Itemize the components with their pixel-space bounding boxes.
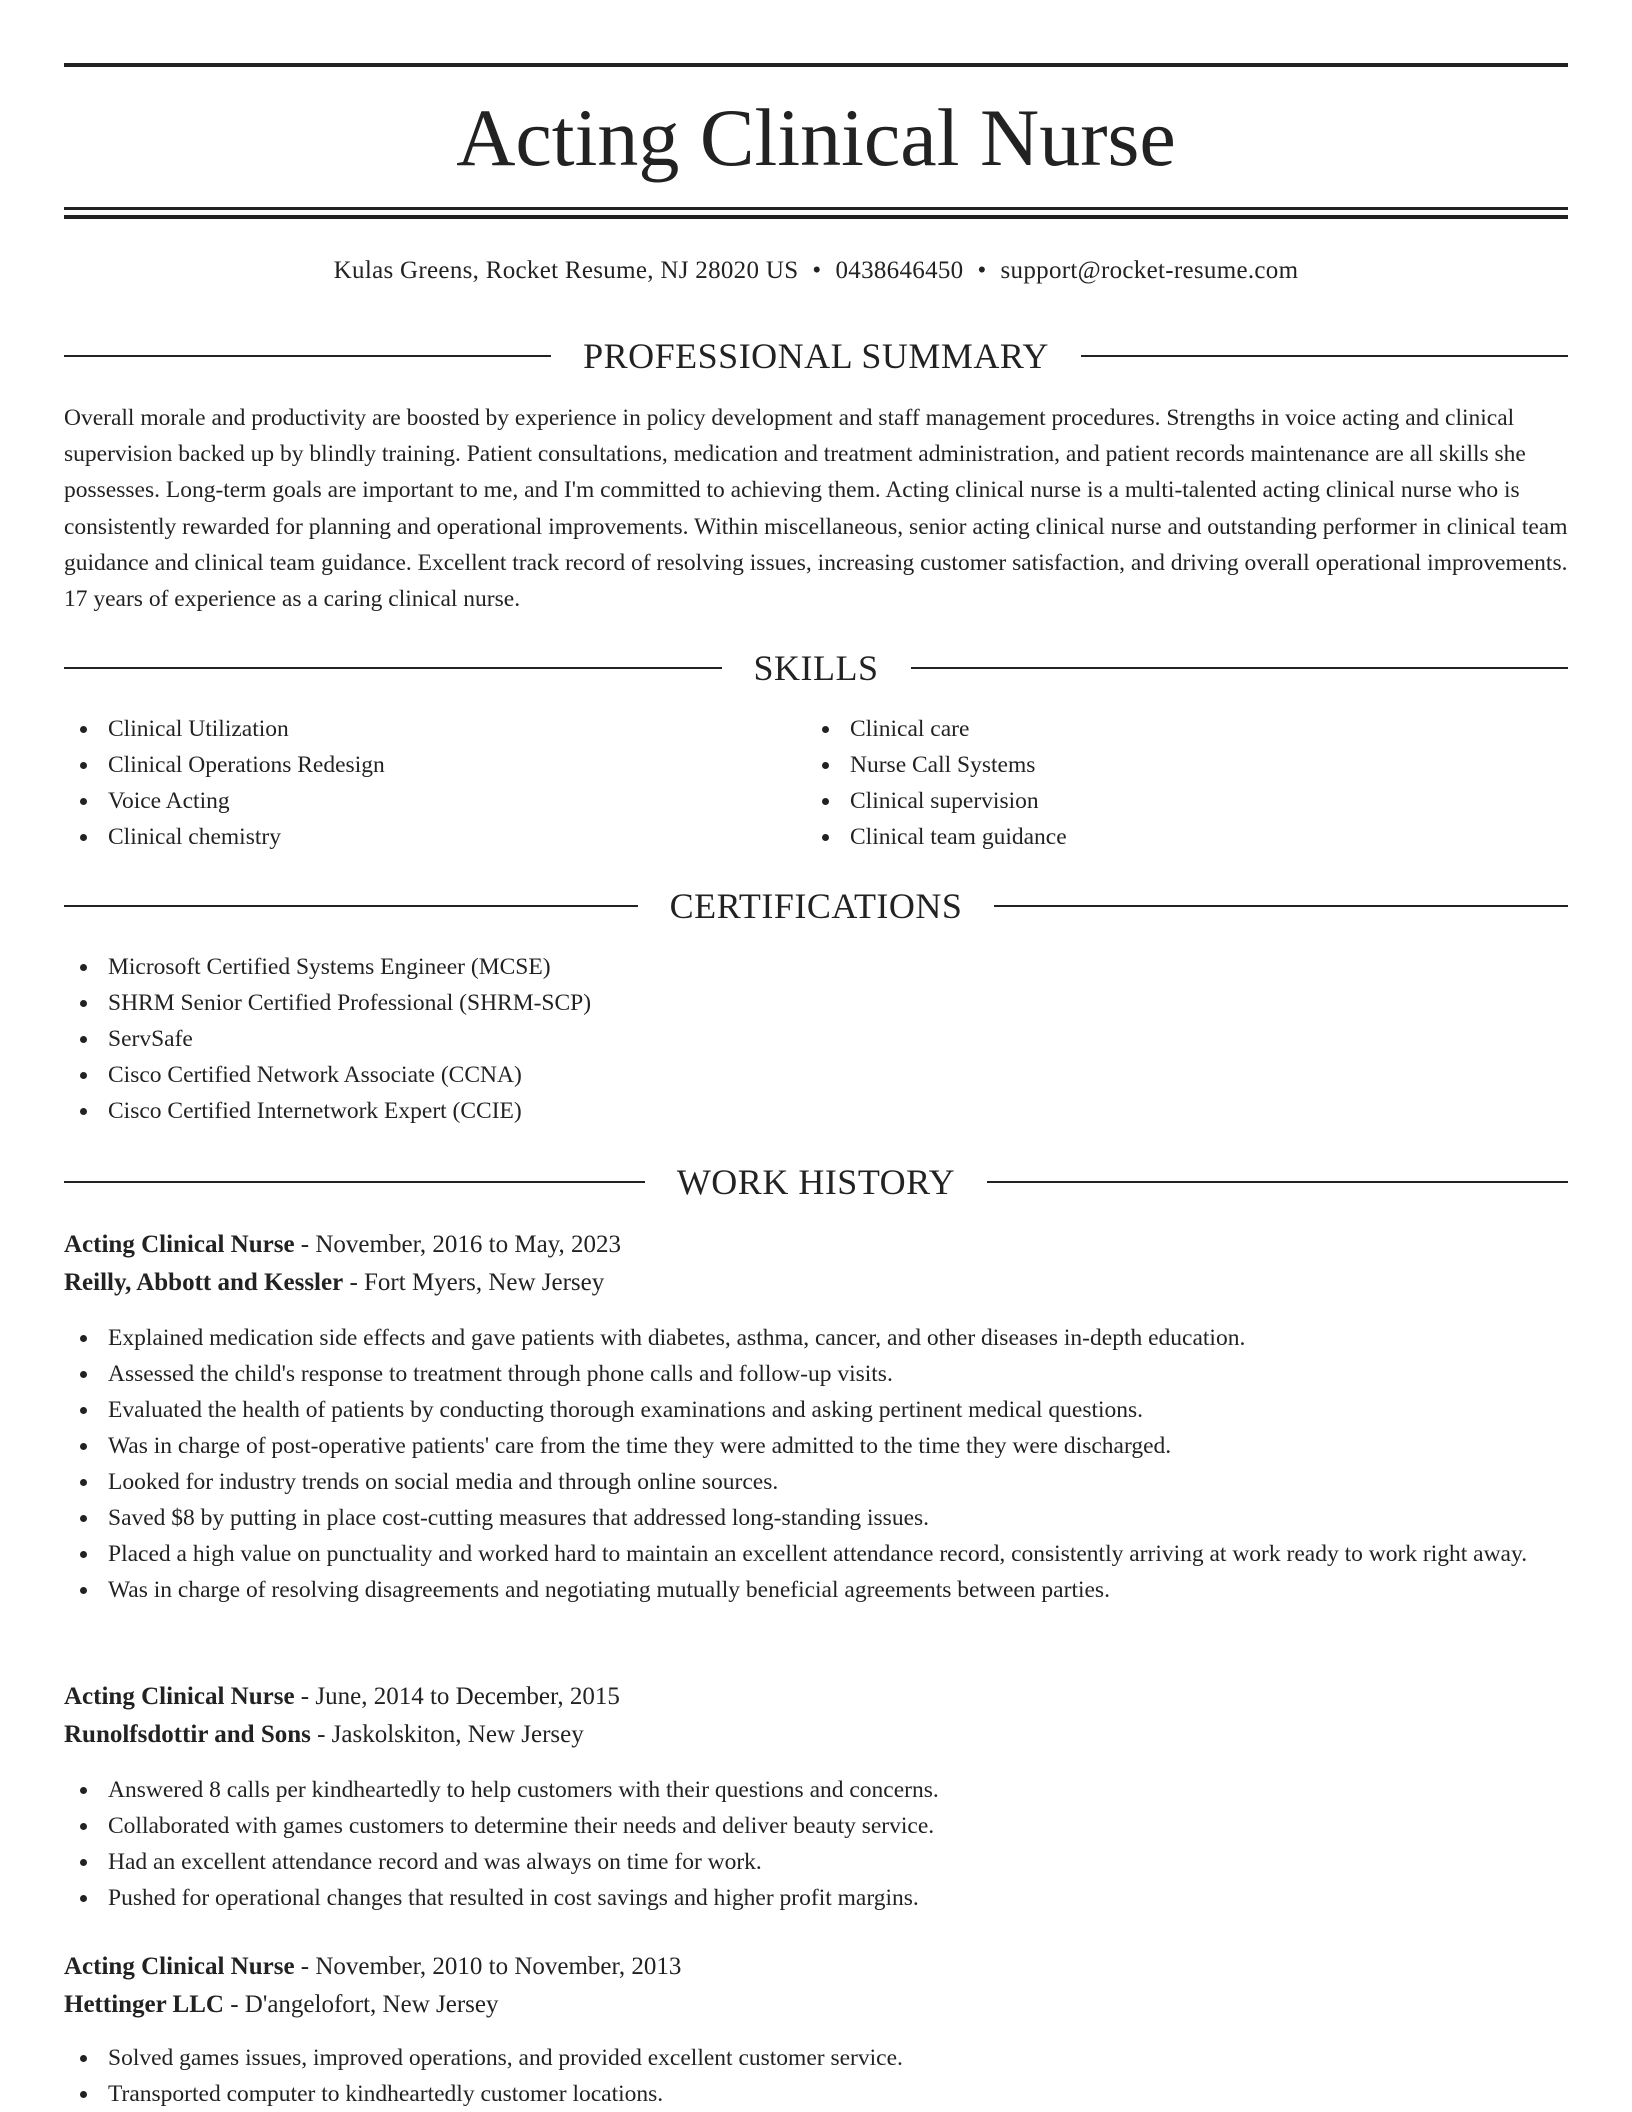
certification-item: SHRM Senior Certified Professional (SHRM-SCP) xyxy=(64,985,1568,1021)
job-company: Reilly, Abbott and Kessler xyxy=(64,1269,344,1296)
heading-rule-right xyxy=(1081,355,1568,357)
heading-rule-left xyxy=(64,1181,645,1183)
heading-rule-right xyxy=(911,667,1569,669)
heading-rule-right xyxy=(994,905,1568,907)
contact-separator: • xyxy=(977,257,987,284)
job-title: Acting Clinical Nurse xyxy=(64,1953,295,1980)
job-bullet: Explained medication side effects and gave patients with diabetes, asthma, cancer, and other diseases in-depth education. xyxy=(64,1320,1568,1356)
job-company-line xyxy=(64,1716,1568,1754)
job-location: - Fort Myers, New Jersey xyxy=(343,1269,605,1296)
contact-phone: 0438646450 xyxy=(835,257,964,284)
job-company: Runolfsdottir and Sons xyxy=(64,1721,311,1748)
job-company-line xyxy=(64,1264,1568,1302)
contact-address: Kulas Greens, Rocket Resume, NJ 28020 US xyxy=(333,257,799,284)
job-bullet: Placed a high value on punctuality and worked hard to maintain an excellent attendance record, consistently arriving at work ready to work right away. xyxy=(64,1536,1568,1572)
skills-list-left xyxy=(64,711,804,855)
job-dates: - November, 2010 to November, 2013 xyxy=(294,1953,682,1980)
job-company: Hettinger LLC xyxy=(64,1991,224,2018)
job-title: Acting Clinical Nurse xyxy=(64,1683,295,1710)
certification-item: ServSafe xyxy=(64,1021,1568,1057)
job-bullet: Collaborated with games customers to determine their needs and deliver beauty service. xyxy=(64,1808,1568,1844)
job-title-line xyxy=(64,1226,1568,1264)
job-bullet: Answered 8 calls per kindheartedly to help customers with their questions and concerns. xyxy=(64,1772,1568,1808)
summary-section-heading xyxy=(64,334,1568,378)
job-bullet: Saved $8 by putting in place cost-cutting measures that addressed long-standing issues. xyxy=(64,1500,1568,1536)
job-dates: - June, 2014 to December, 2015 xyxy=(294,1683,620,1710)
job-bullet: Looked for industry trends on social media and through online sources. xyxy=(64,1464,1568,1500)
heading-rule-right xyxy=(987,1181,1568,1183)
heading-rule-left xyxy=(64,355,551,357)
skills-heading-title: SKILLS xyxy=(753,648,879,688)
job-bullet: Was in charge of post-operative patients' care from the time they were admitted to the time they were discharged. xyxy=(64,1428,1568,1464)
header-top-rule xyxy=(64,63,1568,67)
job-bullets xyxy=(64,1772,1568,1916)
certifications-list xyxy=(64,949,1568,1129)
certification-item: Microsoft Certified Systems Engineer (MCSE) xyxy=(64,949,1568,985)
skills-section-heading xyxy=(64,646,1568,690)
job-company-line xyxy=(64,1986,1568,2024)
job-title: Acting Clinical Nurse xyxy=(64,1231,295,1258)
job-location: - Jaskolskiton, New Jersey xyxy=(310,1721,584,1748)
skill-item: Clinical care xyxy=(806,711,1566,747)
certifications-heading-title: CERTIFICATIONS xyxy=(669,886,963,926)
resume-title: Acting Clinical Nurse xyxy=(456,92,1176,183)
heading-rule-left xyxy=(64,667,722,669)
job-bullet: Solved games issues, improved operations, and provided excellent customer service. xyxy=(64,2040,1568,2076)
job-location: - D'angelofort, New Jersey xyxy=(223,1991,499,2018)
skill-item: Voice Acting xyxy=(64,783,804,819)
skill-item: Clinical team guidance xyxy=(806,819,1566,855)
header-bottom-rule-second xyxy=(64,215,1568,219)
certification-item: Cisco Certified Internetwork Expert (CCIE) xyxy=(64,1093,1568,1129)
job-bullet: Had an excellent attendance record and was always on time for work. xyxy=(64,1844,1568,1880)
job-title-line xyxy=(64,1948,1568,1986)
work-history-heading-title: WORK HISTORY xyxy=(676,1162,956,1202)
job-bullet: Assessed the child's response to treatment through phone calls and follow-up visits. xyxy=(64,1356,1568,1392)
job-bullets xyxy=(64,1320,1568,1608)
header-bottom-rule xyxy=(64,207,1568,210)
job-bullets xyxy=(64,2040,1568,2112)
job-bullet: Was in charge of resolving disagreements and negotiating mutually beneficial agreements between parties. xyxy=(64,1572,1568,1608)
skill-item: Clinical Utilization xyxy=(64,711,804,747)
heading-rule-left xyxy=(64,905,638,907)
job-title-line xyxy=(64,1678,1568,1716)
skill-item: Clinical chemistry xyxy=(64,819,804,855)
job-bullet: Evaluated the health of patients by conducting thorough examinations and asking pertinent medical questions. xyxy=(64,1392,1568,1428)
certification-item: Cisco Certified Network Associate (CCNA) xyxy=(64,1057,1568,1093)
contact-separator: • xyxy=(812,257,822,284)
skill-item: Nurse Call Systems xyxy=(806,747,1566,783)
job-dates: - November, 2016 to May, 2023 xyxy=(294,1231,622,1258)
contact-email: support@rocket-resume.com xyxy=(1000,257,1299,284)
contact-line xyxy=(64,254,1568,288)
certifications-section-heading xyxy=(64,884,1568,928)
job-bullet: Pushed for operational changes that resulted in cost savings and higher profit margins. xyxy=(64,1880,1568,1916)
skill-item: Clinical supervision xyxy=(806,783,1566,819)
skills-list-right xyxy=(806,711,1566,855)
summary-text: Overall morale and productivity are boosted by experience in policy development and staff management procedures. Strengths in voice acting and clinical supervision backed up by blindly training. Patient consultations, medication and treatment administration, and patient records maintenance are all skills she possesses. Long-term goals are important to me, and I'm committed to achieving them. Acting clinical nurse is a multi-talented acting clinical nurse who is consistently rewarded for planning and operational improvements. Within miscellaneous, senior acting clinical nurse and outstanding performer in clinical team guidance and clinical team guidance. Excellent track record of resolving issues, increasing customer satisfaction, and driving overall operational improvements. 17 years of experience as a caring clinical nurse. xyxy=(64,405,1568,613)
job-bullet: Transported computer to kindheartedly customer locations. xyxy=(64,2076,1568,2112)
summary-heading-title: PROFESSIONAL SUMMARY xyxy=(583,336,1049,376)
skill-item: Clinical Operations Redesign xyxy=(64,747,804,783)
work-history-section-heading xyxy=(64,1160,1568,1204)
